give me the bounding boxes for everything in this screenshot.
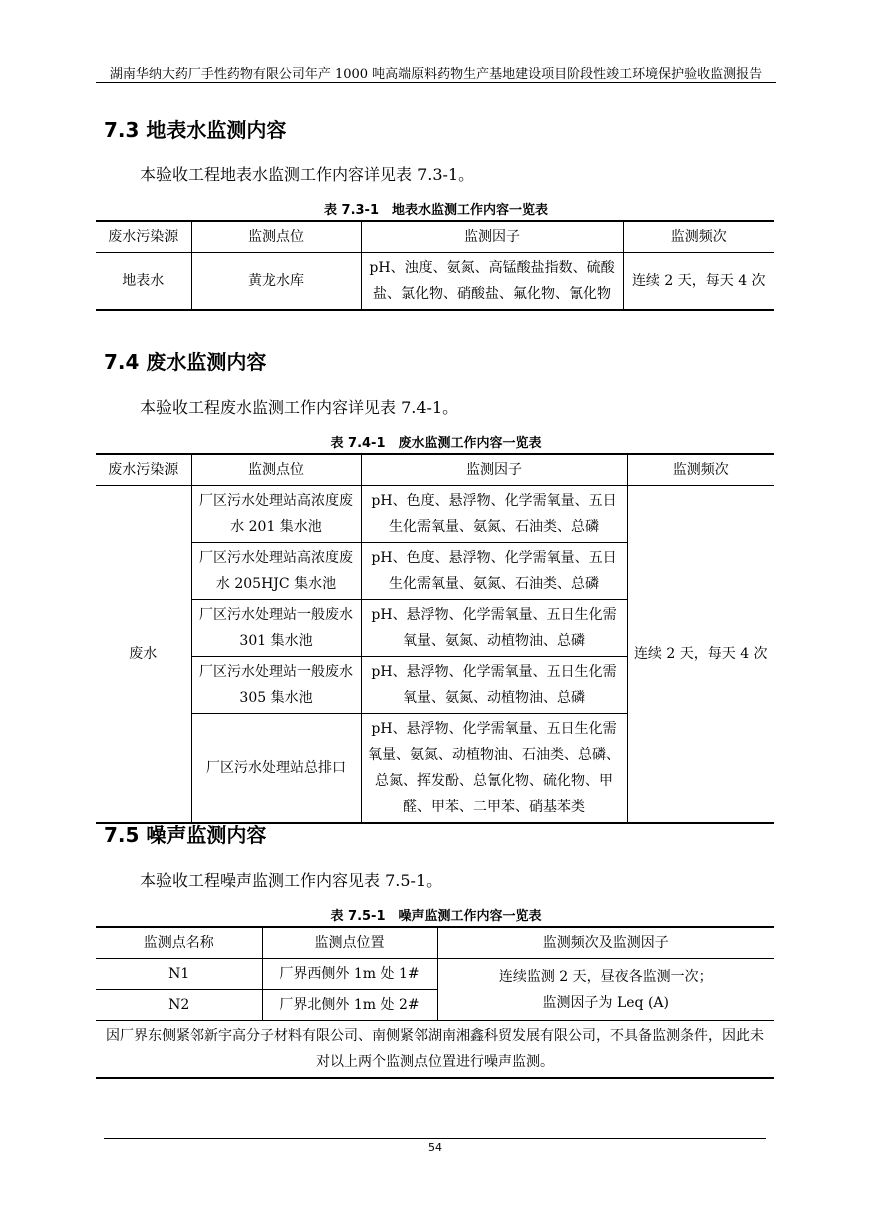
footer-rule (104, 1138, 766, 1139)
factors-cell: pH、色度、悬浮物、化学需氧量、五日生化需氧量、氨氮、石油类、总磷 (361, 543, 627, 600)
name-cell: N2 (96, 990, 262, 1021)
table-7-5-1 (96, 926, 774, 1079)
table-row (96, 959, 774, 990)
section-7-3-paragraph: 本验收工程地表水监测工作内容详见表 7.3-1。 (140, 165, 475, 184)
section-7-5-paragraph: 本验收工程噪声监测工作内容见表 7.5-1。 (140, 871, 443, 890)
section-heading-7-5: 7.5 噪声监测内容 (104, 823, 267, 847)
point-cell: 黄龙水库 (191, 253, 361, 311)
frequency-cell: 连续 2 天，每天 4 次 (627, 486, 774, 824)
factor-line: 监测因子为 Leq (A) (542, 994, 669, 1011)
running-header: 湖南华纳大药厂手性药物有限公司年产 1000 吨高端原料药物生产基地建设项目阶段性竣工环境保护验收监测报告 (109, 67, 763, 82)
name-cell: N1 (96, 959, 262, 990)
column-header: 监测点位 (191, 221, 361, 253)
section-7-4-paragraph: 本验收工程废水监测工作内容详见表 7.4-1。 (140, 398, 459, 417)
table-header-row (96, 221, 774, 253)
frequency-line: 连续监测 2 天，昼夜各监测一次； (498, 968, 713, 985)
table-7-5-1-caption: 表 7.5-1 噪声监测工作内容一览表 (330, 909, 542, 924)
column-header: 监测因子 (361, 454, 627, 486)
table-row (96, 486, 774, 543)
point-cell: 厂区污水处理站总排口 (191, 714, 361, 824)
column-header: 废水污染源 (96, 454, 191, 486)
point-cell: 厂区污水处理站高浓度废水 205HJC 集水池 (191, 543, 361, 600)
column-header: 监测因子 (361, 221, 623, 253)
header-rule (96, 82, 776, 83)
point-cell: 厂区污水处理站高浓度废水 201 集水池 (191, 486, 361, 543)
table-7-4-1-caption: 表 7.4-1 废水监测工作内容一览表 (330, 436, 542, 451)
source-cell: 地表水 (96, 253, 191, 311)
column-header: 监测频次 (627, 454, 774, 486)
table-7-4-1 (96, 453, 774, 824)
factors-cell: pH、浊度、氨氮、高锰酸盐指数、硫酸盐、氯化物、硝酸盐、氟化物、氰化物 (361, 253, 623, 311)
column-header: 废水污染源 (96, 221, 191, 253)
table-header-row (96, 454, 774, 486)
table-row (96, 253, 774, 311)
factors-cell: pH、悬浮物、化学需氧量、五日生化需氧量、氨氮、动植物油、总磷 (361, 657, 627, 714)
frequency-cell (437, 959, 774, 1021)
section-heading-7-4: 7.4 废水监测内容 (104, 350, 267, 374)
column-header: 监测点名称 (96, 927, 262, 959)
frequency-cell: 连续 2 天，每天 4 次 (623, 253, 774, 311)
location-cell: 厂界北侧外 1m 处 2# (262, 990, 437, 1021)
table-header-row (96, 927, 774, 959)
column-header: 监测频次及监测因子 (437, 927, 774, 959)
table-7-3-1 (96, 220, 774, 311)
factors-cell: pH、悬浮物、化学需氧量、五日生化需氧量、氨氮、动植物油、石油类、总磷、总氮、挥发酚、总氰化物、硫化物、甲醛、甲苯、二甲苯、硝基苯类 (361, 714, 627, 824)
location-cell: 厂界西侧外 1m 处 1# (262, 959, 437, 990)
column-header: 监测点位置 (262, 927, 437, 959)
column-header: 监测频次 (623, 221, 774, 253)
point-cell: 厂区污水处理站一般废水 305 集水池 (191, 657, 361, 714)
section-heading-7-3: 7.3 地表水监测内容 (104, 118, 287, 142)
table-7-3-1-caption: 表 7.3-1 地表水监测工作内容一览表 (324, 203, 548, 218)
column-header: 监测点位 (191, 454, 361, 486)
factors-cell: pH、色度、悬浮物、化学需氧量、五日生化需氧量、氨氮、石油类、总磷 (361, 486, 627, 543)
page-number: 54 (428, 1141, 442, 1154)
factors-cell: pH、悬浮物、化学需氧量、五日生化需氧量、氨氮、动植物油、总磷 (361, 600, 627, 657)
point-cell: 厂区污水处理站一般废水 301 集水池 (191, 600, 361, 657)
source-cell: 废水 (96, 486, 191, 824)
table-note-row (96, 1021, 774, 1079)
table-note: 因厂界东侧紧邻新宇高分子材料有限公司、南侧紧邻湖南湘鑫科贸发展有限公司，不具备监测条件，因此未对以上两个监测点位置进行噪声监测。 (96, 1021, 774, 1079)
